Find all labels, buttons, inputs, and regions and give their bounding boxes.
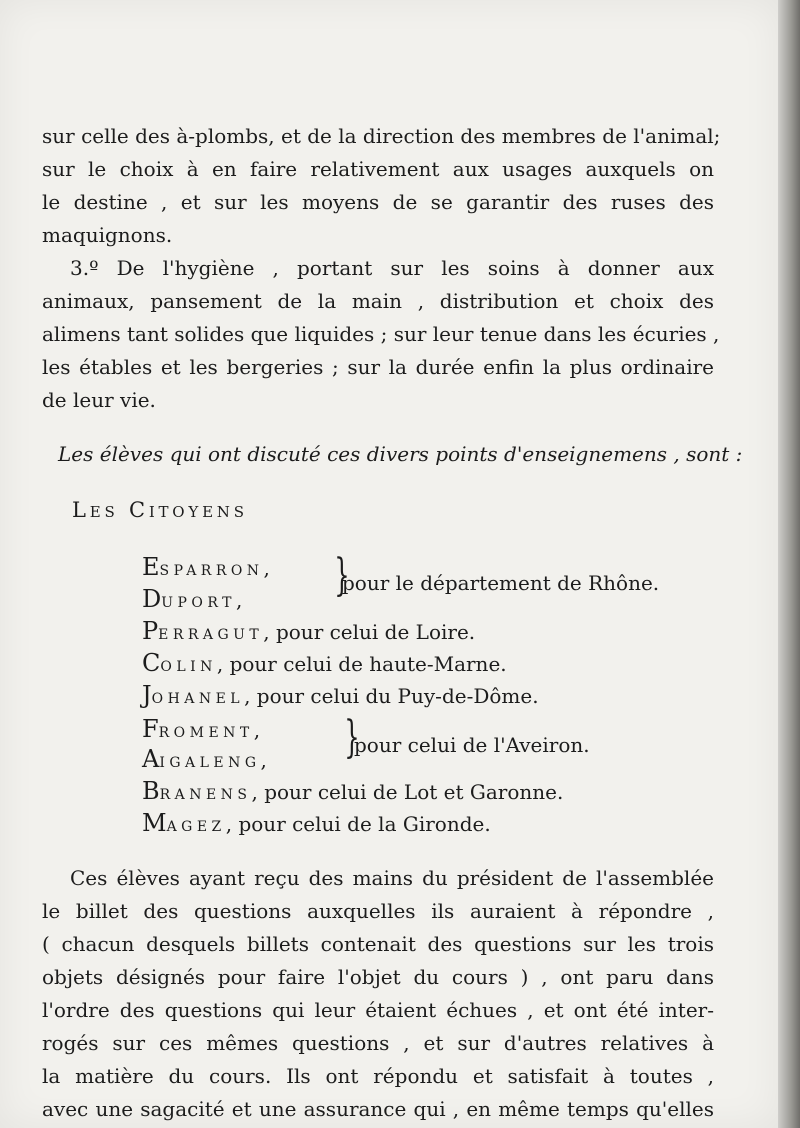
student-surname: ROMENT xyxy=(158,725,254,741)
student-branens xyxy=(142,776,563,810)
student-initial: B xyxy=(142,777,160,805)
para2-line: de leur vie. xyxy=(42,388,156,412)
student-initial: A xyxy=(142,745,160,773)
student-initial: D xyxy=(142,585,162,613)
student-suffix: , xyxy=(235,588,243,612)
citoyens-heading: Les Citoyens xyxy=(72,498,248,522)
student-suffix: , xyxy=(260,748,267,772)
brace-group-1: } xyxy=(334,550,350,601)
student-froment xyxy=(142,714,260,748)
student-duport xyxy=(142,584,242,618)
para3-line: le billet des questions auxquelles ils auraient à répondre , xyxy=(42,899,714,923)
student-surname: AGEZ xyxy=(166,819,226,835)
student-initial: F xyxy=(142,715,159,743)
student-initial: M xyxy=(142,809,167,837)
student-surname: OHANEL xyxy=(151,691,245,707)
student-initial: E xyxy=(142,553,160,581)
student-surname: IGALENG xyxy=(159,755,261,771)
para3-line: ( chacun desquels billets contenait des questions sur les trois xyxy=(42,932,714,956)
student-suffix: , pour celui de Loire. xyxy=(263,620,476,644)
student-suffix: , xyxy=(253,718,261,742)
para3-line: rogés sur ces mêmes questions , et sur d'autres relatives à xyxy=(42,1031,714,1055)
student-initial: P xyxy=(142,617,159,645)
student-esparron xyxy=(142,552,270,586)
student-suffix: , pour celui de la Gironde. xyxy=(225,812,491,836)
student-suffix: , xyxy=(263,556,270,580)
para3-line: la matière du cours. Ils ont répondu et satisfait à toutes , xyxy=(42,1064,714,1088)
para2-line: les étables et les bergeries ; sur la durée enfin la plus ordinaire xyxy=(42,355,714,379)
student-johanel xyxy=(142,680,539,714)
para1-line: sur celle des à-plombs, et de la direction des membres de l'animal; xyxy=(42,124,721,148)
student-colin xyxy=(142,648,507,682)
para1-line: sur le choix à en faire relativement aux usages auxquels on xyxy=(42,157,714,181)
para3-line: l'ordre des questions qui leur étaient échues , et ont été inter- xyxy=(42,998,714,1022)
student-suffix: , pour celui de haute-Marne. xyxy=(216,652,507,676)
page-edge xyxy=(778,0,800,1128)
para1-line: le destine , et sur les moyens de se garantir des ruses des xyxy=(42,190,714,214)
group1-department: pour le département de Rhône. xyxy=(342,571,660,595)
group2-department: pour celui de l'Aveiron. xyxy=(354,733,590,757)
student-surname: ERRAGUT xyxy=(158,627,264,643)
para3-line: avec une sagacité et une assurance qui , en même temps qu'elles xyxy=(42,1097,714,1121)
para3-line: objets désignés pour faire l'objet du cours ) , ont paru dans xyxy=(42,965,714,989)
student-surname: UPORT xyxy=(161,595,236,611)
para3-line: Ces élèves ayant reçu des mains du président de l'assemblée xyxy=(70,866,714,890)
student-suffix: , pour celui de Lot et Garonne. xyxy=(251,780,564,804)
student-aigaleng xyxy=(142,744,267,778)
para1-line: maquignons. xyxy=(42,223,173,247)
student-surname: SPARRON xyxy=(159,563,264,579)
intro-line: Les élèves qui ont discuté ces divers points d'enseignemens , sont : xyxy=(58,442,743,466)
student-perragut xyxy=(142,616,475,650)
student-magez xyxy=(142,808,491,842)
student-suffix: , pour celui du Puy-de-Dôme. xyxy=(244,684,539,708)
para2-line: animaux, pansement de la main , distribution et choix des xyxy=(42,289,714,313)
brace-group-2: } xyxy=(344,712,360,763)
student-surname: RANENS xyxy=(159,787,252,803)
student-initial: J xyxy=(142,681,152,709)
student-surname: OLIN xyxy=(160,659,217,675)
para2-line: alimens tant solides que liquides ; sur leur tenue dans les écuries , xyxy=(42,322,720,346)
student-initial: C xyxy=(142,649,161,677)
para2-line: 3.º De l'hygiène , portant sur les soins à donner aux xyxy=(70,256,714,280)
